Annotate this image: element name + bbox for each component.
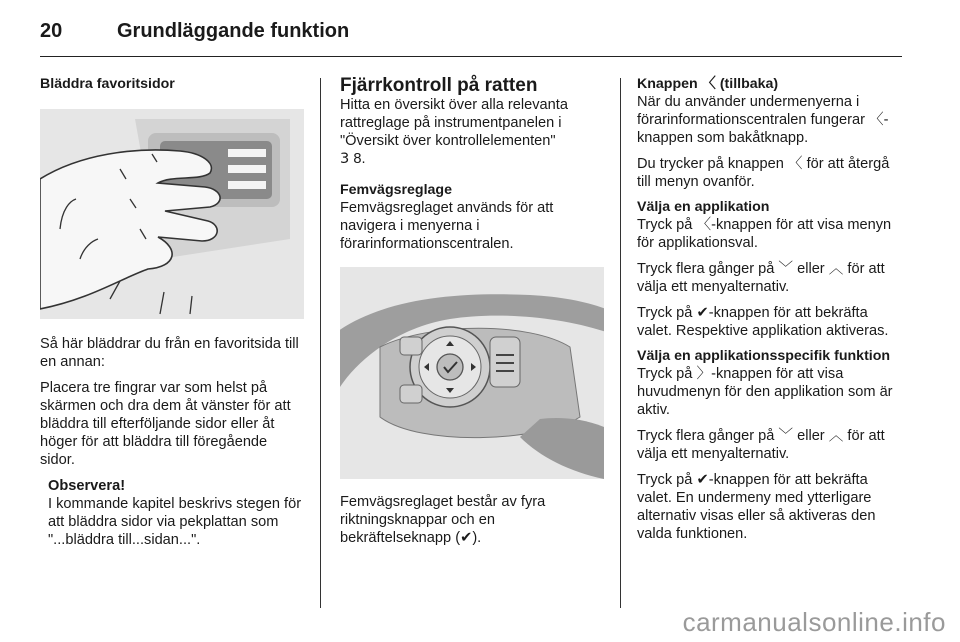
back-icon: 〈 — [869, 111, 884, 128]
steering-remote-intro: Hitta en översikt över alla relevanta rattreglage på instrumentpanelen i "Översikt över kontrollelementen" 3 8. — [340, 97, 568, 167]
app-function-text-1: Tryck på 〉-knappen för att visa huvudmenyn för den applikation som är aktiv. — [637, 365, 893, 418]
favorite-pages-heading: Bläddra favoritsidor — [40, 76, 175, 92]
note-title: Observera! — [48, 478, 126, 494]
note-text: I kommande kapitel beskrivs stegen för att bläddra sidor via pekplattan som "...bläddra till...sidan...". — [48, 496, 302, 548]
column-3 — [637, 76, 905, 551]
column-1 — [40, 76, 304, 549]
chevron-down-icon: ﹀ — [778, 260, 794, 277]
hand-swipe-drawing — [40, 109, 304, 319]
back-icon: 〈 — [701, 76, 716, 92]
app-function-text-3: Tryck på ✔-knappen för att bekräfta valet. En undermeny med ytterligare alternativ visas eller så aktiveras den valda funktionen. — [637, 471, 876, 542]
reference-icon: 3 — [340, 150, 350, 167]
back-button-heading: Knappen 〈 (tillbaka) — [637, 76, 779, 92]
app-function-heading: Välja en applikationsspecifik funktion — [637, 348, 891, 364]
favorite-pages-intro: Så här bläddrar du från en favoritsida till en annan: — [40, 336, 299, 370]
watermark: carmanualsonline.info — [682, 607, 946, 637]
page-title: Grundläggande funktion — [117, 20, 350, 42]
column-divider-1 — [320, 78, 321, 608]
page-number: 20 — [40, 20, 63, 42]
column-divider-2 — [620, 78, 621, 608]
hand-swipe-illustration — [40, 109, 304, 319]
reference-page: 8. — [353, 151, 366, 167]
chevron-up-icon: ︿ — [828, 260, 844, 277]
back-button-text-2: Du trycker på knappen 〈 för att återgå till menyn ovanför. — [637, 155, 890, 190]
back-icon: 〈 — [787, 155, 803, 172]
check-icon: ✔ — [460, 529, 473, 546]
app-function-text-2: Tryck flera gånger på ﹀ eller ︿ för att välja ett menyalternativ. — [637, 427, 885, 462]
five-way-caption: Femvägsreglaget består av fyra riktningsknappar och en bekräftelseknapp (✔). — [340, 494, 546, 546]
back-icon: 〈 — [696, 216, 712, 233]
chevron-down-icon: ﹀ — [778, 427, 794, 444]
five-way-heading: Femvägsreglage — [340, 182, 452, 198]
steering-wheel-illustration — [340, 267, 604, 479]
steering-wheel-drawing — [340, 267, 604, 479]
check-icon: ✔ — [696, 471, 709, 488]
check-icon: ✔ — [696, 304, 709, 321]
select-app-text-2: Tryck flera gånger på ﹀ eller ︿ för att välja ett menyalternativ. — [637, 260, 885, 295]
note-box — [40, 477, 304, 549]
select-app-text-3: Tryck på ✔-knappen för att bekräfta valet. Respektive applikation aktiveras. — [637, 304, 889, 339]
chevron-right-icon: 〉 — [696, 365, 712, 382]
chevron-up-icon: ︿ — [828, 427, 844, 444]
back-button-text-1: När du använder undermenyerna i förarinformationscentralen fungerar 〈-knappen som bakåtknapp. — [637, 94, 889, 146]
steering-remote-title: Fjärrkontroll på ratten — [340, 75, 538, 96]
five-way-text: Femvägsreglaget används för att navigera i menyerna i förarinformationscentralen. — [340, 200, 554, 252]
select-app-heading: Välja en applikation — [637, 199, 770, 215]
favorite-pages-instructions: Placera tre fingrar var som helst på skärmen och dra dem åt vänster för att bläddra till efterföljande sidor eller åt höger för att bläddra till föregående sidor. — [40, 380, 291, 468]
column-2 — [340, 76, 604, 547]
header-rule — [40, 56, 902, 57]
select-app-text-1: Tryck på 〈-knappen för att visa menyn för applikationsval. — [637, 216, 892, 251]
